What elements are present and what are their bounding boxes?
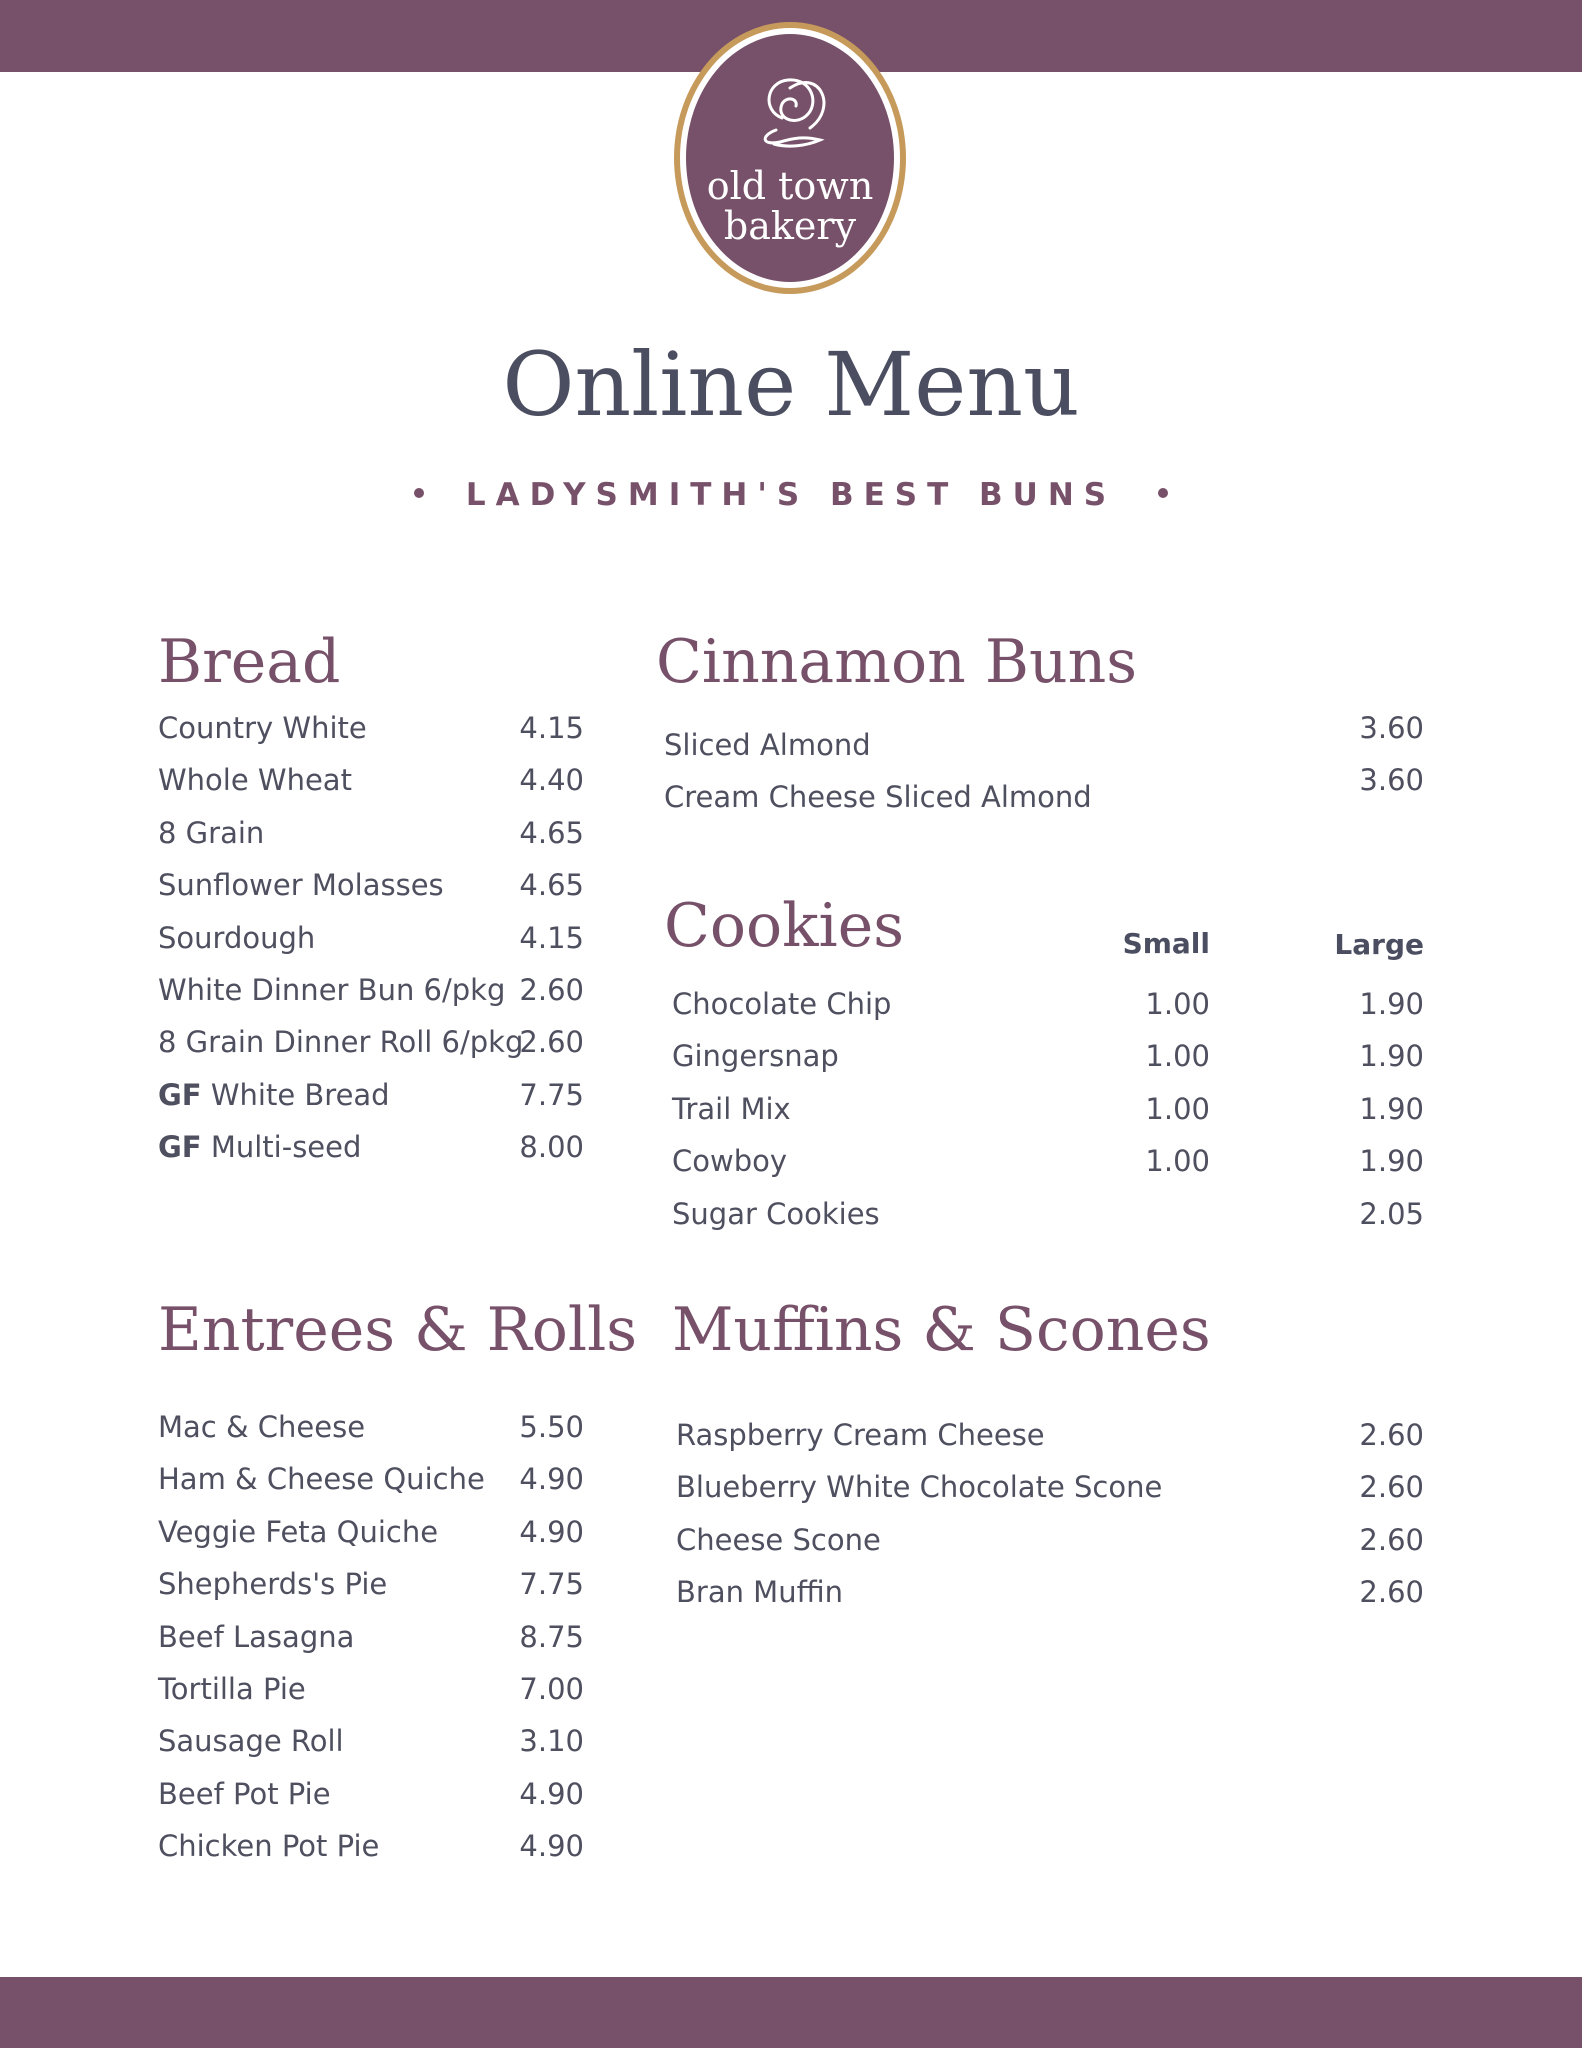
menu-item-name: Shepherds's Pie (158, 1567, 388, 1602)
menu-item-price-small: 1.00 (1145, 1144, 1210, 1179)
menu-item-price: 4.90 (519, 1776, 584, 1811)
logo-emblem-icon (670, 18, 910, 298)
column-header-small: Small (1122, 927, 1210, 960)
menu-item-label: 8 Grain Dinner Roll 6/pkg (158, 1025, 524, 1060)
menu-item-price: 8.75 (519, 1619, 584, 1654)
menu-item-price-large: 1.90 (1359, 1091, 1424, 1126)
menu-item-price: 3.60 (1359, 711, 1424, 745)
menu-item-name: Sugar Cookies (672, 1196, 880, 1231)
menu-item-name: Cream Cheese Sliced Almond (664, 780, 1092, 815)
menu-item-name (158, 972, 505, 1008)
section-title-cookies: Cookies (664, 891, 904, 961)
menu-item-price: 4.15 (519, 920, 584, 955)
menu-item-label: White Dinner Bun 6/pkg (158, 973, 506, 1007)
menu-item-price-large: 1.90 (1359, 1039, 1424, 1074)
section-title-muffins-scones: Muffins & Scones (672, 1295, 1211, 1365)
menu-item-name: Veggie Feta Quiche (158, 1514, 439, 1549)
menu-item-name: Raspberry Cream Cheese (676, 1418, 1045, 1452)
menu-item-price: 2.60 (1359, 1470, 1424, 1505)
menu-item-price: 3.60 (1359, 763, 1424, 798)
menu-item-price: 2.60 (519, 1025, 584, 1060)
menu-item-price: 4.65 (519, 868, 584, 903)
section-title-bread: Bread (158, 627, 341, 697)
menu-item-label: Sunflower Molasses (158, 868, 444, 903)
menu-item-name: Beef Pot Pie (158, 1776, 331, 1811)
menu-item-price: 4.90 (519, 1829, 584, 1864)
menu-item-price: 4.15 (519, 711, 584, 745)
tagline: LADYSMITH'S BEST BUNS (465, 477, 1117, 513)
menu-item-name (158, 1077, 390, 1113)
menu-item-name: Chocolate Chip (672, 987, 892, 1021)
menu-item-name (158, 920, 315, 956)
menu-item-price: 7.75 (519, 1567, 584, 1602)
menu-item-label: Country White (158, 711, 367, 745)
menu-item-price: 4.65 (519, 815, 584, 850)
menu-item-name (158, 1129, 361, 1165)
menu-item-price: 5.50 (519, 1410, 584, 1444)
menu-item-name (158, 710, 367, 746)
section-title-entrees-rolls: Entrees & Rolls (158, 1295, 638, 1365)
logo-text-line1: old town (706, 164, 874, 208)
section-title-cinnamon-buns: Cinnamon Buns (656, 627, 1138, 697)
menu-item-label: 8 Grain (158, 815, 265, 850)
menu-item-name: Blueberry White Chocolate Scone (676, 1470, 1163, 1505)
menu-item-name: Tortilla Pie (158, 1672, 306, 1706)
menu-item-name: Cheese Scone (676, 1522, 881, 1557)
column-header-large: Large (1334, 928, 1424, 961)
menu-item-name: Gingersnap (672, 1039, 839, 1074)
menu-item-label: Multi-seed (201, 1130, 362, 1165)
gluten-free-badge: GF (158, 1130, 202, 1165)
menu-item-name (158, 815, 264, 851)
menu-item-price-large: 2.05 (1359, 1196, 1424, 1231)
menu-item-name: Sausage Roll (158, 1724, 344, 1759)
menu-item-price: 2.60 (1359, 1575, 1424, 1610)
menu-item-name: Bran Muffin (676, 1575, 844, 1610)
menu-item-name: Mac & Cheese (158, 1410, 366, 1444)
menu-item-price-small: 1.00 (1145, 987, 1210, 1021)
menu-item-price-small: 1.00 (1145, 1091, 1210, 1126)
menu-item-price: 4.40 (519, 763, 584, 798)
menu-item-price: 4.90 (519, 1514, 584, 1549)
menu-item-price-large: 1.90 (1359, 1144, 1424, 1179)
menu-item-name: Beef Lasagna (158, 1619, 355, 1654)
menu-item-price: 2.60 (1359, 1418, 1424, 1452)
menu-item-price: 8.00 (519, 1130, 584, 1165)
logo-text-line2: bakery (723, 204, 857, 248)
bakery-logo (670, 18, 910, 298)
menu-item-label: Whole Wheat (158, 763, 352, 798)
menu-item-name (158, 762, 352, 798)
menu-item-name: Sliced Almond (664, 728, 871, 762)
menu-item-price: 3.10 (519, 1724, 584, 1759)
menu-item-price-large: 1.90 (1359, 987, 1424, 1021)
bottom-band (0, 1977, 1582, 2048)
menu-item-price-small: 1.00 (1145, 1039, 1210, 1074)
menu-item-name: Trail Mix (672, 1091, 791, 1126)
menu-item-name (158, 867, 444, 903)
menu-item-name: Cowboy (672, 1144, 788, 1179)
tagline-dot-right (1158, 488, 1168, 498)
menu-item-name: Chicken Pot Pie (158, 1829, 380, 1864)
menu-item-price: 7.00 (519, 1672, 584, 1706)
menu-item-price: 2.60 (1359, 1522, 1424, 1557)
menu-item-label: Sourdough (158, 920, 316, 955)
menu-item-price: 4.90 (519, 1462, 584, 1497)
page-title: Online Menu (502, 333, 1080, 436)
menu-item-name: Ham & Cheese Quiche (158, 1462, 485, 1497)
gluten-free-badge: GF (158, 1077, 202, 1112)
menu-item-price: 2.60 (519, 973, 584, 1007)
menu-item-label: White Bread (201, 1077, 390, 1112)
menu-item-price: 7.75 (519, 1077, 584, 1112)
